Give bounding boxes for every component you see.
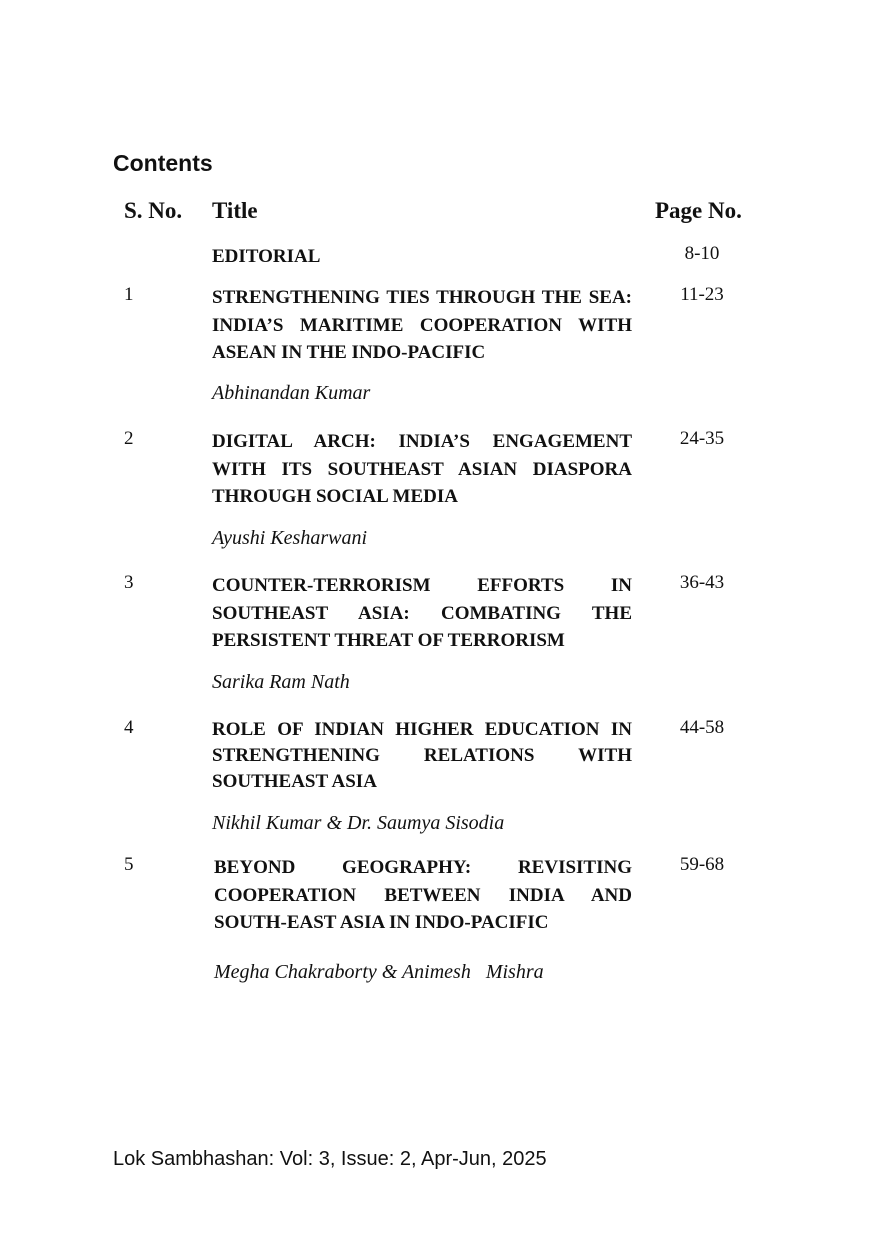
serial-number-column-header: S. No. [124,198,183,223]
article-title: DIGITAL ARCH: INDIA’S ENGAGEMENT WITH ITS SOUTHEAST ASIAN DIASPORA THROUGH SOCIAL MEDIA [212,431,632,507]
contents-heading: Contents [113,150,213,176]
title-column-header: Title [212,198,258,223]
entry-number: 4 [124,717,134,738]
article-pages: 44-58 [679,717,725,738]
article-author: Abhinandan Kumar [212,382,371,404]
article-author: Ayushi Kesharwani [212,527,368,549]
article-pages: 36-43 [679,572,725,593]
article-author: Sarika Ram Nath [212,671,350,693]
journal-footer: Lok Sambhashan: Vol: 3, Issue: 2, Apr-Jun, 2025 [113,1148,547,1170]
entry-number: 1 [124,284,134,305]
article-pages: 11-23 [680,284,724,305]
article-author: Nikhil Kumar & Dr. Saumya Sisodia [212,812,505,834]
article-title: BEYOND GEOGRAPHY: REVISITING COOPERATION BETWEEN INDIA AND SOUTH-EAST ASIA IN INDO-PACIFIC [214,857,632,933]
editorial-pages: 8-10 [684,243,720,264]
article-pages: 24-35 [679,428,725,449]
article-author: Megha Chakraborty & Animesh Mishra [214,961,544,983]
editorial-title: EDITORIAL [212,246,321,267]
page-number-column-header: Page No. [655,198,742,223]
article-title: ROLE OF INDIAN HIGHER EDUCATION IN STRENGTHENING RELATIONS WITH SOUTHEAST ASIA [212,719,632,792]
article-title: STRENGTHENING TIES THROUGH THE SEA: INDIA’S MARITIME COOPERATION WITH ASEAN IN THE INDO-PACIFIC [212,287,632,363]
article-pages: 59-68 [679,854,725,875]
entry-number: 2 [124,428,134,449]
article-title: COUNTER-TERRORISM EFFORTS IN SOUTHEAST ASIA: COMBATING THE PERSISTENT THREAT OF TERRORISM [212,575,632,651]
entry-number: 5 [124,854,134,875]
entry-number: 3 [124,572,134,593]
